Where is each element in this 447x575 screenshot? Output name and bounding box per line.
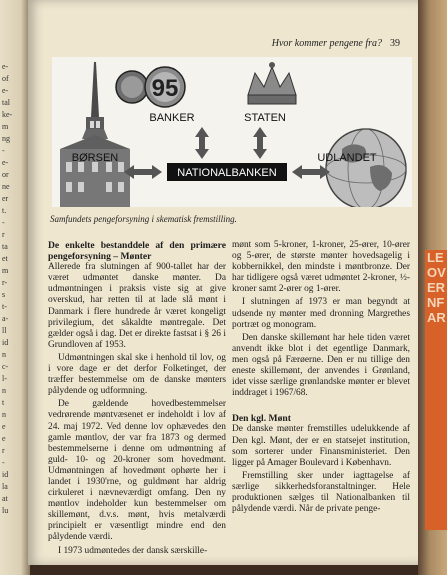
arrow-staten [253, 127, 267, 159]
coins-illustration [116, 67, 185, 107]
page-number: 39 [390, 38, 400, 49]
left-page-fragment: s [2, 290, 6, 299]
left-page-fragment: c- [2, 362, 9, 371]
label-staten: STATEN [244, 112, 286, 124]
spine-letters: OV [427, 265, 446, 280]
left-page-fragment: r [2, 446, 5, 455]
left-page-fragment: or [2, 170, 9, 179]
running-header [180, 38, 400, 49]
left-page-fragment: - [2, 218, 5, 227]
spine-letters: ER [427, 280, 446, 295]
left-page-fragment: id [2, 470, 9, 479]
left-page-fragment: t- [2, 302, 7, 311]
left-page-fragment: tal [2, 98, 10, 107]
left-page-fragment: ng [2, 134, 10, 143]
spine-letters: NF [427, 295, 445, 310]
left-page-fragment: at [2, 494, 8, 503]
crown-illustration [248, 62, 296, 104]
running-header-title: Hvor kommer pengene fra? [271, 38, 382, 49]
arrow-banker [195, 127, 209, 159]
left-page-fragment: - [2, 458, 5, 467]
left-page-fragment: e- [2, 86, 9, 95]
left-page-fragment: id [2, 338, 9, 347]
left-page-fragment: ll [2, 326, 7, 335]
paragraph: I slutningen af 1973 er man begyndt at udsende ny mønter med dronning Margrethes portræt og monogram. [232, 297, 410, 330]
figure-caption: Samfundets pengeforsyning i skematisk fremstilling. [50, 214, 237, 224]
left-page-fragment: n [2, 410, 6, 419]
left-page-fragment: e [2, 422, 6, 431]
paragraph: Allerede fra slutningen af 900-tallet har der været udmøntet danske mønter. Da udmøntningen i praksis viste sig at give overskud, har retten til at lade slå mønt i Danmark i flere hundrede år været kongeligt privilegium, det såkaldte møntregale. Det gælder også i dag. Det er direkte fastsat i § 26 i Grundloven af 1953. [48, 262, 226, 350]
left-page-fragment: e- [2, 62, 9, 71]
paragraph: mønt som 5-kroner, 1-kroner, 25-ører, 10-ører og 5-ører, de største mønter hovedsagelig i kobbernikkel, den mindste i møntbronze. Der har tidligere også været udmøntet 2-kroner, ½-kroner samt 2-ører og 1-ører. [232, 240, 410, 295]
paragraph: Udmøntningen skal ske i henhold til lov, og i vore dage er det derfor Folketinget, der træffer bestemmelse om de danske mønters pålydende og udformning. [48, 352, 226, 397]
section-heading-montér: De enkelte bestanddele af den primære pengeforsyning – Mønter [48, 240, 226, 263]
left-page-fragment: ta [2, 242, 8, 251]
left-page-fragment: lu [2, 506, 9, 515]
left-page-fragment: t. [2, 206, 7, 215]
section-heading-kgl-mont: Den kgl. Mønt [232, 413, 291, 425]
left-page-fragment: e- [2, 158, 9, 167]
paragraph: I 1973 udmøntedes der dansk særskille- [58, 545, 208, 556]
money-supply-diagram [52, 57, 412, 207]
spine-letters: LE [427, 250, 444, 265]
left-page-fragment: r- [2, 278, 8, 287]
right-column [232, 240, 410, 517]
left-page-fragment: t [2, 398, 5, 407]
globe-illustration [326, 129, 406, 207]
label-nationalbanken: NATIONALBANKEN [177, 167, 277, 179]
coin-number: 95 [151, 75, 179, 102]
left-page-fragment: et [2, 254, 8, 263]
left-page-fragment: m [2, 122, 9, 131]
paragraph: De gældende hovedbestemmelser vedrørende møntvæsenet er indeholdt i lov af 24. maj 1972. Ved denne lov ophævedes den gamle møntlov, der var fra 1873 og dermed bestemmelserne i denne om udmøntning af guld- 10- og 20-kroner som hovedmønt. Udmøntningen af hovedmønt ophørte her i landet i 1930'rne, og guldmønt har aldrig cirkuleret i nævneværdigt omfang. Den ny møntlov indeholder kun bestemmelser om skillemønt, d.v.s. mønt, hvis metalværdi principielt er væsentligt mindre end den pålydende værdi. [48, 399, 226, 543]
left-page-fragment: of [2, 74, 9, 83]
left-page-fragment: l- [2, 374, 7, 383]
label-banker: BANKER [149, 112, 195, 124]
label-borsen: BØRSEN [71, 152, 119, 164]
left-page-fragment: ne [2, 182, 10, 191]
left-column [48, 240, 226, 559]
arrow-udlandet [292, 165, 330, 179]
left-page-fragment: n [2, 350, 6, 359]
paragraph: De danske mønter fremstilles udelukkende af Den kgl. Mønt, der er en statsejet institution, som sorterer under Finansministeriet. Den ligger på Amager Boulevard i København. [232, 424, 410, 468]
left-page-fragment: n [2, 386, 6, 395]
left-page-fragment: la [2, 482, 8, 491]
paragraph: Den danske skillemønt har hele tiden været anvendt ikke blot i det egentlige Danmark, men også på Færøerne. Den er nu tillige den eneste skillemønt, der anvendes i Grønland, idet visse særlige grønlandske mønter er blevet inddraget i 1967/68. [232, 332, 410, 399]
paragraph: Fremstilling sker under iagttagelse af særlige sikkerhedsforanstaltninger. Hele produktionen sælges til Nationalbanken til pålydende værdi. Når de private penge- [232, 470, 410, 515]
left-page-fragment: m [2, 266, 9, 275]
left-page-fragment: e [2, 434, 6, 443]
left-page-fragment: er [2, 194, 9, 203]
orange-book-spine [425, 250, 447, 530]
left-page-edge [0, 0, 30, 575]
spine-letters: AR [427, 310, 446, 325]
left-page-fragment: r [2, 230, 5, 239]
left-page-fragment: - [2, 146, 5, 155]
left-page-fragment: ke- [2, 110, 13, 119]
label-udlandet: UDLANDET [317, 152, 377, 164]
left-page-fragment: a- [2, 314, 9, 323]
